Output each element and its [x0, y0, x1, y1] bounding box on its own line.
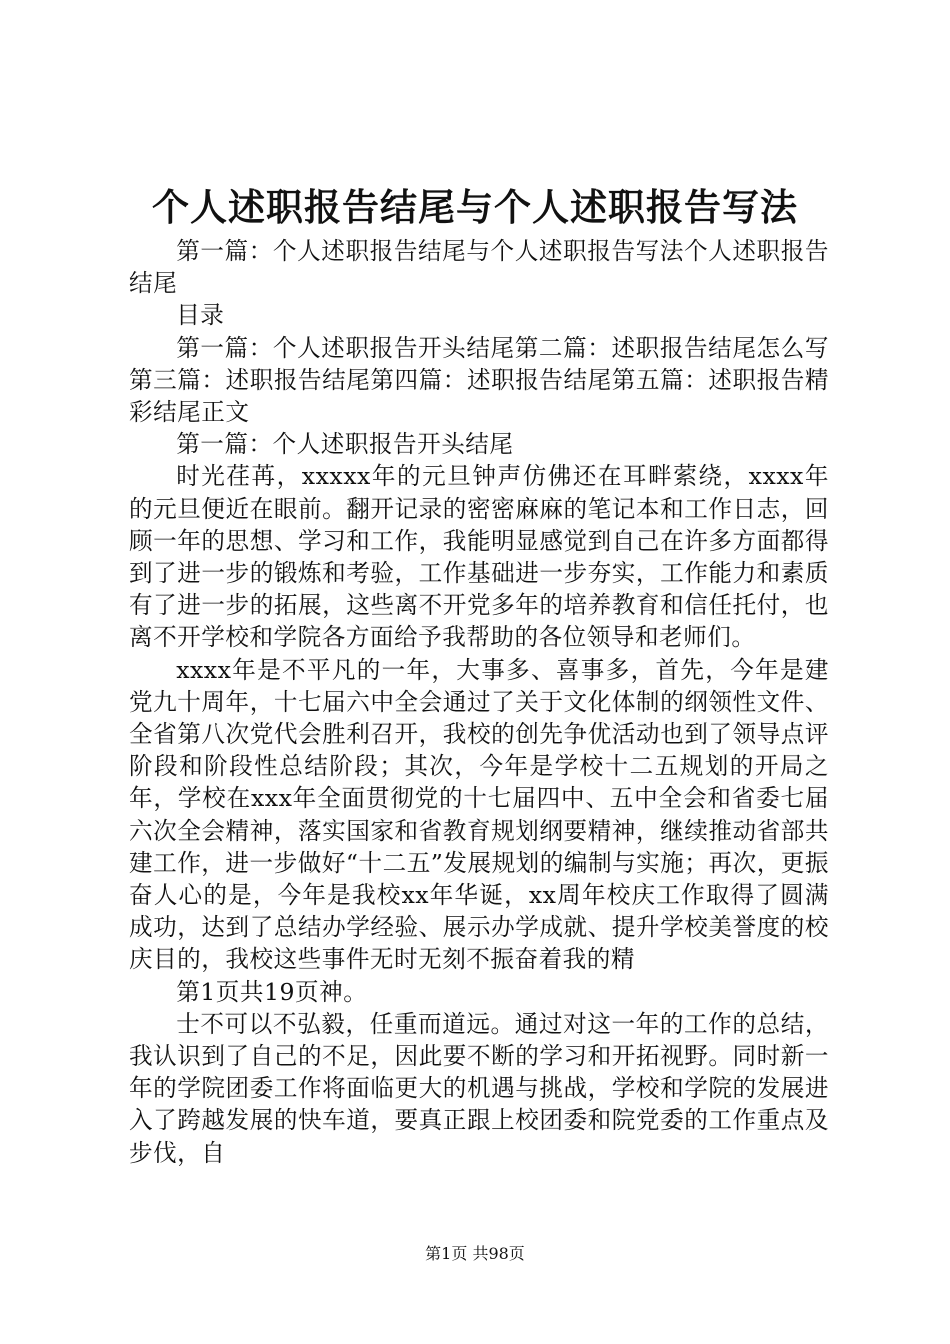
document-body: [129, 235, 829, 1169]
paragraph-body-1: 时光荏苒，xxxxx年的元旦钟声仿佛还在耳畔萦绕，xxxx年的元旦便近在眼前。翻开记录的密密麻麻的笔记本和工作日志，回顾一年的思想、学习和工作，我能明显感觉到自己在许多方面都得到了进一步的锻炼和考验，工作基础进一步夯实，工作能力和素质有了进一步的拓展，这些离不开党多年的培养教育和信任托付，也离不开学校和学院各方面给予我帮助的各位领导和老师们。: [129, 462, 829, 652]
paragraph-page-note: 第1页共19页神。: [176, 977, 368, 1006]
document-title: 个人述职报告结尾与个人述职报告写法: [152, 185, 798, 229]
paragraph-body-2: xxxx年是不平凡的一年，大事多、喜事多，首先，今年是建党九十周年，十七届六中全会通过了关于文化体制的纲领性文件、全省第八次党代会胜利召开，我校的创先争优活动也到了领导点评阶段和阶段性总结阶段；其次，今年是学校十二五规划的开局之年，学校在xxx年全面贯彻党的十七届四中、五中全会和省委七届六次全会精神，落实国家和省教育规划纲要精神，继续推动省部共建工作，进一步做好“十二五”发展规划的编制与实施；再次，更振奋人心的是，今年是我校xx年华诞，xx周年校庆工作取得了圆满成功，达到了总结办学经验、展示办学成就、提升学校美誉度的校庆目的，我校这些事件无时无刻不振奋着我的精: [129, 655, 829, 974]
paragraph-body-3: 士不可以不弘毅，任重而道远。通过对这一年的工作的总结，我认识到了自己的不足，因此要不断的学习和开拓视野。同时新一年的学院团委工作将面临更大的机遇与挑战，学校和学院的发展进入了跨越发展的快车道，要真正跟上校团委和院党委的工作重点及步伐，自: [129, 1009, 829, 1167]
page-footer: 第1页 共98页: [425, 1244, 525, 1263]
paragraph-section-heading: 第一篇：个人述职报告开头结尾: [176, 430, 514, 459]
paragraph-intro: 第一篇：个人述职报告结尾与个人述职报告写法个人述职报告结尾: [129, 237, 829, 298]
paragraph-toc: 第一篇：个人述职报告开头结尾第二篇：述职报告结尾怎么写第三篇：述职报告结尾第四篇：述职报告结尾第五篇：述职报告精彩结尾正文: [129, 333, 829, 427]
paragraph-toc-heading: 目录: [176, 301, 225, 330]
